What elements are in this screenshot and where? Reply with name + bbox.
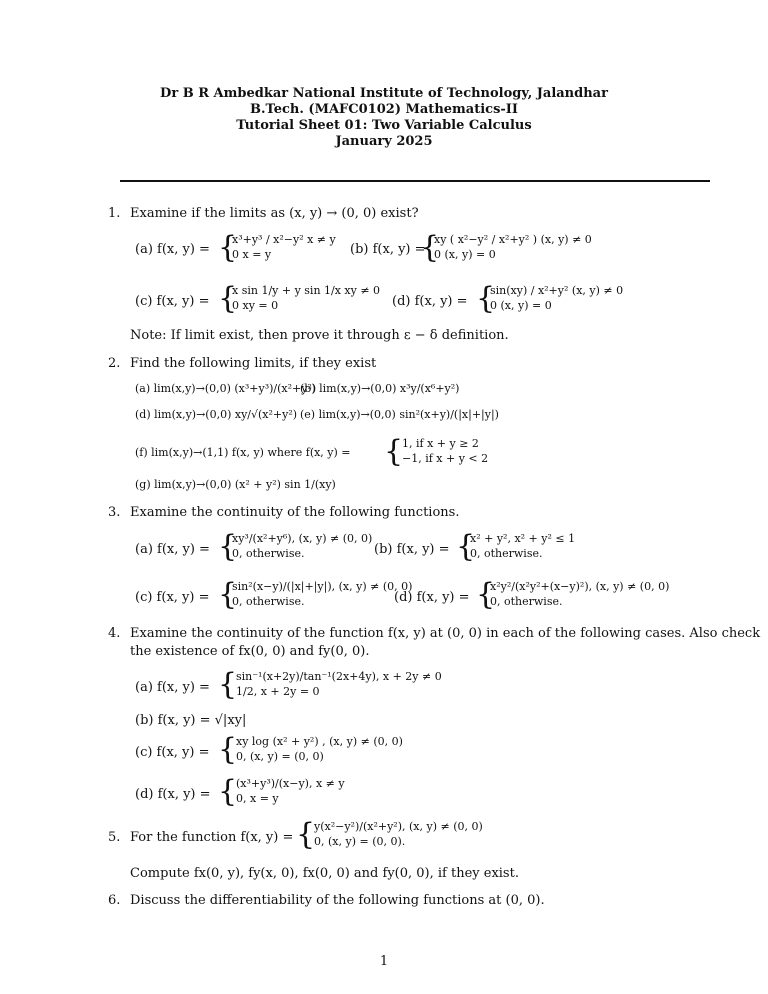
q2-d: (d) lim(x,y)→(0,0) xy/√(x²+y²) (135, 408, 298, 421)
question-4-text-1: Examine the continuity of the function f(x, y) at (0, 0) in each of the following cases. Also check (130, 626, 761, 641)
q2-f-cases: { 1, if x + y ≥ 2 −1, if x + y < 2 (384, 434, 489, 469)
q4-b: (b) f(x, y) = √|xy| (135, 713, 247, 728)
q3-a-label: (a) f(x, y) = (135, 542, 210, 557)
q1-a-cases: { x³+y³ / x²−y² x ≠ y 0 x = y (218, 230, 336, 265)
q1-b-cases: { xy ( x²−y² / x²+y² ) (x, y) ≠ 0 0 (x, y) = 0 (420, 230, 592, 265)
course-title: B.Tech. (MAFC0102) Mathematics-II (250, 102, 518, 117)
q1-a-case-1: x³+y³ / x²−y² x ≠ y (232, 233, 336, 246)
q4-c-cases: { xy log (x² + y²) , (x, y) ≠ (0, 0) 0, (x, y) = (0, 0) (218, 732, 403, 767)
q1-b-label: (b) f(x, y) = (350, 242, 426, 257)
q1-c-case-2: 0 xy = 0 (232, 299, 279, 312)
question-1-text: Examine if the limits as (x, y) → (0, 0) exist? (130, 206, 419, 221)
q2-f-case-1: 1, if x + y ≥ 2 (402, 437, 479, 450)
question-3-number: 3. (108, 505, 121, 520)
q3-b-cases: { x² + y², x² + y² ≤ 1 0, otherwise. (456, 529, 576, 564)
q2-b: (b) lim(x,y)→(0,0) x³y/(x⁶+y²) (300, 382, 460, 395)
question-5-text: For the function f(x, y) = (130, 830, 294, 845)
question-6-text: Discuss the differentiability of the following functions at (0, 0). (130, 893, 545, 908)
question-5-number: 5. (108, 830, 121, 845)
sheet-title: Tutorial Sheet 01: Two Variable Calculus (236, 118, 532, 133)
question-1-number: 1. (108, 206, 121, 221)
q2-a: (a) lim(x,y)→(0,0) (x³+y³)/(x²+y²) (135, 382, 317, 395)
q3-c-label: (c) f(x, y) = (135, 590, 210, 605)
q3-c-cases: { sin²(x−y)/(|x|+|y|), (x, y) ≠ (0, 0) 0, otherwise. (218, 577, 413, 612)
q3-a-case-1: xy³/(x²+y⁶), (x, y) ≠ (0, 0) (232, 532, 373, 545)
q3-c-case-1: sin²(x−y)/(|x|+|y|), (x, y) ≠ (0, 0) (232, 580, 413, 593)
q2-f: (f) lim(x,y)→(1,1) f(x, y) where f(x, y) = (135, 446, 351, 459)
q5-case-2: 0, (x, y) = (0, 0). (314, 835, 406, 848)
q1-d-case-1: sin(xy) / x²+y² (x, y) ≠ 0 (490, 284, 624, 297)
question-2-number: 2. (108, 356, 121, 371)
q2-g: (g) lim(x,y)→(0,0) (x² + y²) sin 1/(xy) (135, 478, 336, 491)
q5-cases: { y(x²−y²)/(x²+y²), (x, y) ≠ (0, 0) 0, (x, y) = (0, 0). (296, 817, 483, 852)
q3-d-cases: { x²y²/(x²y²+(x−y)²), (x, y) ≠ (0, 0) 0, otherwise. (476, 577, 670, 612)
q3-a-case-2: 0, otherwise. (232, 547, 305, 560)
q3-d-case-1: x²y²/(x²y²+(x−y)²), (x, y) ≠ (0, 0) (490, 580, 670, 593)
q4-a-case-1: sin⁻¹(x+2y)/tan⁻¹(2x+4y), x + 2y ≠ 0 (236, 670, 442, 683)
q4-d-cases: { (x³+y³)/(x−y), x ≠ y 0, x = y (218, 774, 345, 809)
sheet-date: January 2025 (335, 134, 433, 149)
q1-d-cases: { sin(xy) / x²+y² (x, y) ≠ 0 0 (x, y) = 0 (476, 281, 624, 316)
q4-d-case-1: (x³+y³)/(x−y), x ≠ y (236, 777, 345, 790)
question-3-text: Examine the continuity of the following functions. (130, 505, 460, 520)
q1-b-case-1: xy ( x²−y² / x²+y² ) (x, y) ≠ 0 (434, 233, 592, 246)
page-number: 1 (379, 954, 389, 969)
q1-b-case-2: 0 (x, y) = 0 (434, 248, 496, 261)
q3-b-case-2: 0, otherwise. (470, 547, 543, 560)
q1-d-label: (d) f(x, y) = (392, 294, 468, 309)
q5-compute: Compute fx(0, y), fy(x, 0), fx(0, 0) and fy(0, 0), if they exist. (130, 866, 519, 881)
institute-name: Dr B R Ambedkar National Institute of Technology, Jalandhar (160, 86, 608, 101)
q4-d-case-2: 0, x = y (236, 792, 279, 805)
q3-a-cases: { xy³/(x²+y⁶), (x, y) ≠ (0, 0) 0, otherwise. (218, 529, 373, 564)
question-4-number: 4. (108, 626, 121, 641)
q4-d-label: (d) f(x, y) = (135, 787, 211, 802)
q1-a-label: (a) f(x, y) = (135, 242, 210, 257)
header-divider (120, 180, 710, 182)
q1-c-label: (c) f(x, y) = (135, 294, 210, 309)
q3-b-case-1: x² + y², x² + y² ≤ 1 (470, 532, 576, 545)
q3-c-case-2: 0, otherwise. (232, 595, 305, 608)
q3-d-label: (d) f(x, y) = (394, 590, 470, 605)
q4-c-case-1: xy log (x² + y²) , (x, y) ≠ (0, 0) (236, 735, 403, 748)
q1-c-cases: { x sin 1/y + y sin 1/x xy ≠ 0 0 xy = 0 (218, 281, 381, 316)
q2-e: (e) lim(x,y)→(0,0) sin²(x+y)/(|x|+|y|) (300, 408, 499, 421)
q5-case-1: y(x²−y²)/(x²+y²), (x, y) ≠ (0, 0) (314, 820, 483, 833)
q4-c-label: (c) f(x, y) = (135, 745, 210, 760)
q2-f-case-2: −1, if x + y < 2 (402, 452, 489, 465)
document-header (0, 86, 768, 150)
q4-a-label: (a) f(x, y) = (135, 680, 210, 695)
question-6-number: 6. (108, 893, 121, 908)
q1-d-case-2: 0 (x, y) = 0 (490, 299, 552, 312)
q4-c-case-2: 0, (x, y) = (0, 0) (236, 750, 324, 763)
q1-note: Note: If limit exist, then prove it through ε − δ definition. (130, 328, 509, 343)
q1-a-case-2: 0 x = y (232, 248, 272, 261)
question-4-text-2: the existence of fx(0, 0) and fy(0, 0). (130, 644, 370, 659)
q4-a-case-2: 1/2, x + 2y = 0 (236, 685, 320, 698)
q3-d-case-2: 0, otherwise. (490, 595, 563, 608)
question-2-text: Find the following limits, if they exist (130, 356, 377, 371)
q4-a-cases: { sin⁻¹(x+2y)/tan⁻¹(2x+4y), x + 2y ≠ 0 1/2, x + 2y = 0 (218, 667, 442, 702)
q1-c-case-1: x sin 1/y + y sin 1/x xy ≠ 0 (232, 284, 381, 297)
q3-b-label: (b) f(x, y) = (374, 542, 450, 557)
